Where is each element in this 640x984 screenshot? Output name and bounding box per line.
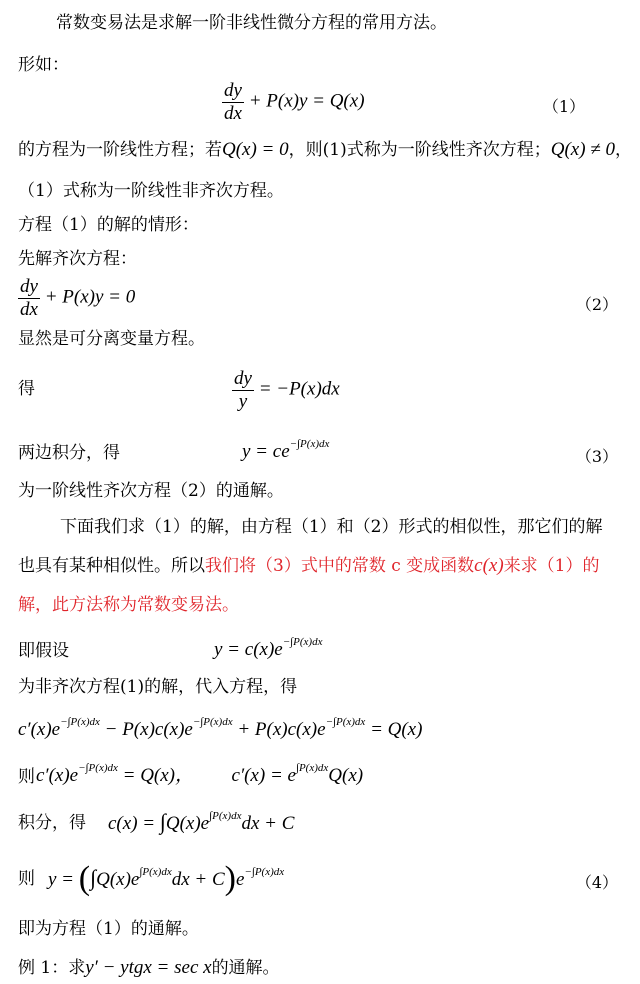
label-integrate-both-sides: 两边积分，得 xyxy=(18,443,120,463)
fraction-dy-y: $\frac{dy}{y}$ xyxy=(234,368,252,412)
equation-assume: $y = c(x)e^{-\int P(x)dx}$ xyxy=(214,636,323,660)
paragraph-solution-cases: 方程（1）的解的情形： xyxy=(18,215,199,235)
paragraph-general-solution-1: 即为方程（1）的通解。 xyxy=(18,919,199,939)
fraction-dy-dx: $\frac{dy}{dx}$ xyxy=(224,80,242,124)
label-de: 得 xyxy=(18,379,35,399)
paragraph-separable: 显然是可分离变量方程。 xyxy=(18,329,205,349)
highlight-variation: 我们将（3）式中的常数 c 变成函数c(x)来求（1）的 xyxy=(205,555,600,576)
example-1: 例 1：求y′ − ytgx = sec x的通解。 xyxy=(18,957,280,978)
paragraph-similarity: 下面我们求（1）的解，由方程（1）和（2）形式的相似性，那它们的解 xyxy=(60,517,603,537)
equation-number-4: （4） xyxy=(575,873,618,892)
fraction-dy-dx: $\frac{dy}{dx}$ xyxy=(20,276,38,320)
equation-number-2: （2） xyxy=(575,295,618,314)
label-assume: 即假设 xyxy=(18,641,69,661)
integral-sign: ∫ xyxy=(159,809,166,834)
label-then-2: 则 xyxy=(18,869,35,889)
intro-paragraph: 常数变易法是求解一阶非线性微分方程的常用方法。 xyxy=(56,13,447,33)
equation-c-of-x: $c(x) = \int Q(x)e^{\int P(x)dx}dx + C$ xyxy=(108,809,295,834)
paragraph-general-solution-2: 为一阶线性齐次方程（2）的通解。 xyxy=(18,481,284,501)
paragraph-variation-idea: 也具有某种相似性。所以我们将（3）式中的常数 c 变成函数c(x)来求（1）的 xyxy=(18,555,600,576)
paragraph-substitute: 为非齐次方程(1)的解，代入方程，得 xyxy=(18,677,298,697)
label-integrate: 积分，得 xyxy=(18,813,86,833)
equation-3: $y = ce^{-\int P(x)dx}$ xyxy=(242,438,330,462)
paragraph-nonhomogeneous: （1）式称为一阶线性非齐次方程。 xyxy=(18,181,284,201)
form-label: 形如： xyxy=(18,55,69,75)
equation-substituted: $c'(x)e^{-\int P(x)dx} - P(x)c(x)e^{-\int P(x)dx} + P(x)c(x)e^{-\int P(x)dx} = Q(x)$ xyxy=(18,716,423,740)
equation-number-1: （1） xyxy=(542,97,585,116)
right-paren: ) xyxy=(224,860,236,898)
equation-separated: $\frac{dy}{y}$ = −P(x)dx xyxy=(234,368,340,412)
equation-4: $y = (\int Q(x)e^{\int P(x)dx}dx + C)e^{-\int P(x)dx}$ xyxy=(48,860,285,898)
equation-derivative: $c'(x)e^{-\int P(x)dx} = Q(x)$， $c'(x) = e^{\int P(x)dx}Q(x)$ xyxy=(36,762,364,786)
equation-2: $\frac{dy}{dx}$ + P(x)y = 0 xyxy=(20,276,136,320)
left-paren: ( xyxy=(78,860,91,898)
equation-1: $\frac{dy}{dx}$ + P(x)y = Q(x) xyxy=(224,80,365,124)
paragraph-method-name: 解，此方法称为常数变易法。 xyxy=(18,595,239,615)
paragraph-linear-definition: 的方程为一阶线性方程；若Q(x) = 0，则(1)式称为一阶线性齐次方程；Q(x) ≠ 0， xyxy=(18,139,632,160)
label-then: 则 xyxy=(18,767,35,787)
equation-number-3: （3） xyxy=(575,447,618,466)
integral-sign: ∫ xyxy=(90,865,97,890)
paragraph-homogeneous-first: 先解齐次方程： xyxy=(18,249,137,269)
